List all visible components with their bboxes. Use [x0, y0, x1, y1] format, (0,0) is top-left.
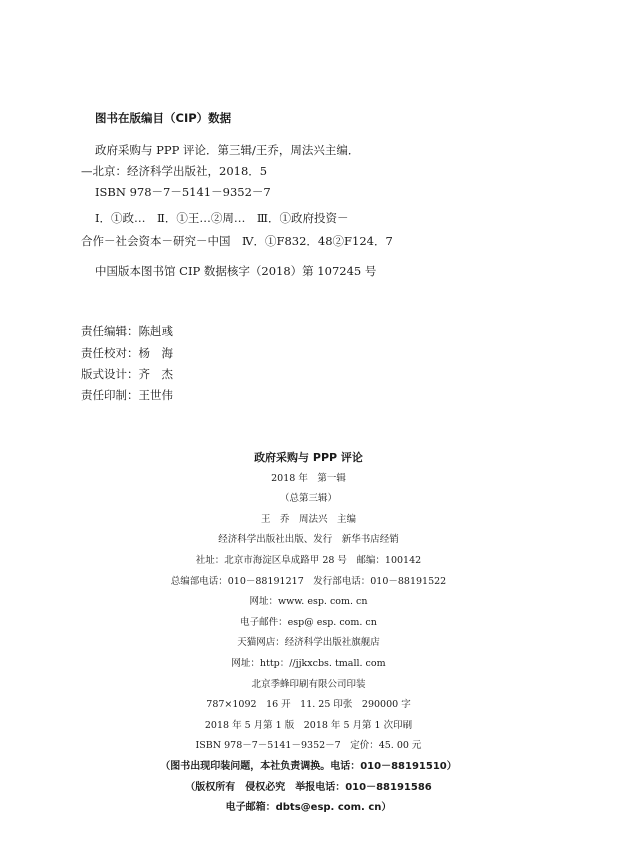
colophon-book-title: 政府采购与 PPP 评论: [254, 451, 363, 464]
cip-line-4: Ⅰ．①政… Ⅱ．①王…②周… Ⅲ．①政府投资－: [95, 211, 349, 225]
colophon-email: 电子邮件：esp@ esp. com. cn: [240, 616, 377, 628]
colophon-volume: （总第三辑）: [279, 493, 337, 505]
colophon-printer: 北京季蜂印刷有限公司印装: [251, 678, 366, 690]
colophon-notice-2: （版权所有 侵权必究 举报电话：010－88191586: [185, 781, 432, 793]
colophon-edition: 2018 年 第一辑: [271, 472, 346, 484]
colophon-phones: 总编部电话：010－88191217 发行部电话：010－88191522: [170, 575, 447, 587]
cip-line-5: 合作－社会资本－研究－中国 Ⅳ．①F832．48②F124．7: [81, 234, 393, 248]
colophon-website: 网址：www. esp. com. cn: [249, 596, 368, 608]
staff-proofreader: 责任校对：杨 海: [81, 346, 173, 360]
colophon-notice-3: 电子邮箱：dbts@esp. com. cn）: [225, 802, 392, 814]
cip-line-6: 中国版本图书馆 CIP 数据核字（2018）第 107245 号: [95, 264, 377, 278]
colophon-specs: 787×1092 16 开 11. 25 印张 290000 字: [206, 699, 411, 711]
cip-line-3: ISBN 978－7－5141－9352－7: [95, 185, 271, 199]
colophon-tmall-url: 网址：http：//jjkxcbs. tmall. com: [231, 657, 386, 669]
colophon-notice-1: （图书出现印装问题，本社负责调换。电话：010－88191510）: [160, 760, 457, 772]
cip-line-2: —北京：经济科学出版社，2018．5: [81, 164, 268, 178]
staff-print-manager: 责任印制：王世伟: [81, 388, 173, 402]
staff-editor: 责任编辑：陈赳彧: [81, 324, 173, 338]
cip-title: 图书在版编目（CIP）数据: [95, 111, 232, 125]
colophon-address: 社址：北京市海淀区阜成路甲 28 号 邮编：100142: [195, 554, 422, 566]
staff-layout-designer: 版式设计：齐 杰: [81, 367, 173, 381]
colophon-isbn-price: ISBN 978－7－5141－9352－7 定价：45. 00 元: [195, 740, 422, 752]
colophon-print-date: 2018 年 5 月第 1 版 2018 年 5 月第 1 次印刷: [204, 719, 413, 731]
colophon-publisher: 经济科学出版社出版、发行 新华书店经销: [218, 534, 399, 546]
cip-line-1: 政府采购与 PPP 评论．第三辑/王乔，周法兴主编．: [95, 143, 360, 157]
colophon-editors: 王 乔 周法兴 主编: [260, 513, 356, 525]
colophon: [0, 448, 617, 819]
colophon-tmall-store: 天猫网店：经济科学出版社旗舰店: [237, 637, 380, 649]
